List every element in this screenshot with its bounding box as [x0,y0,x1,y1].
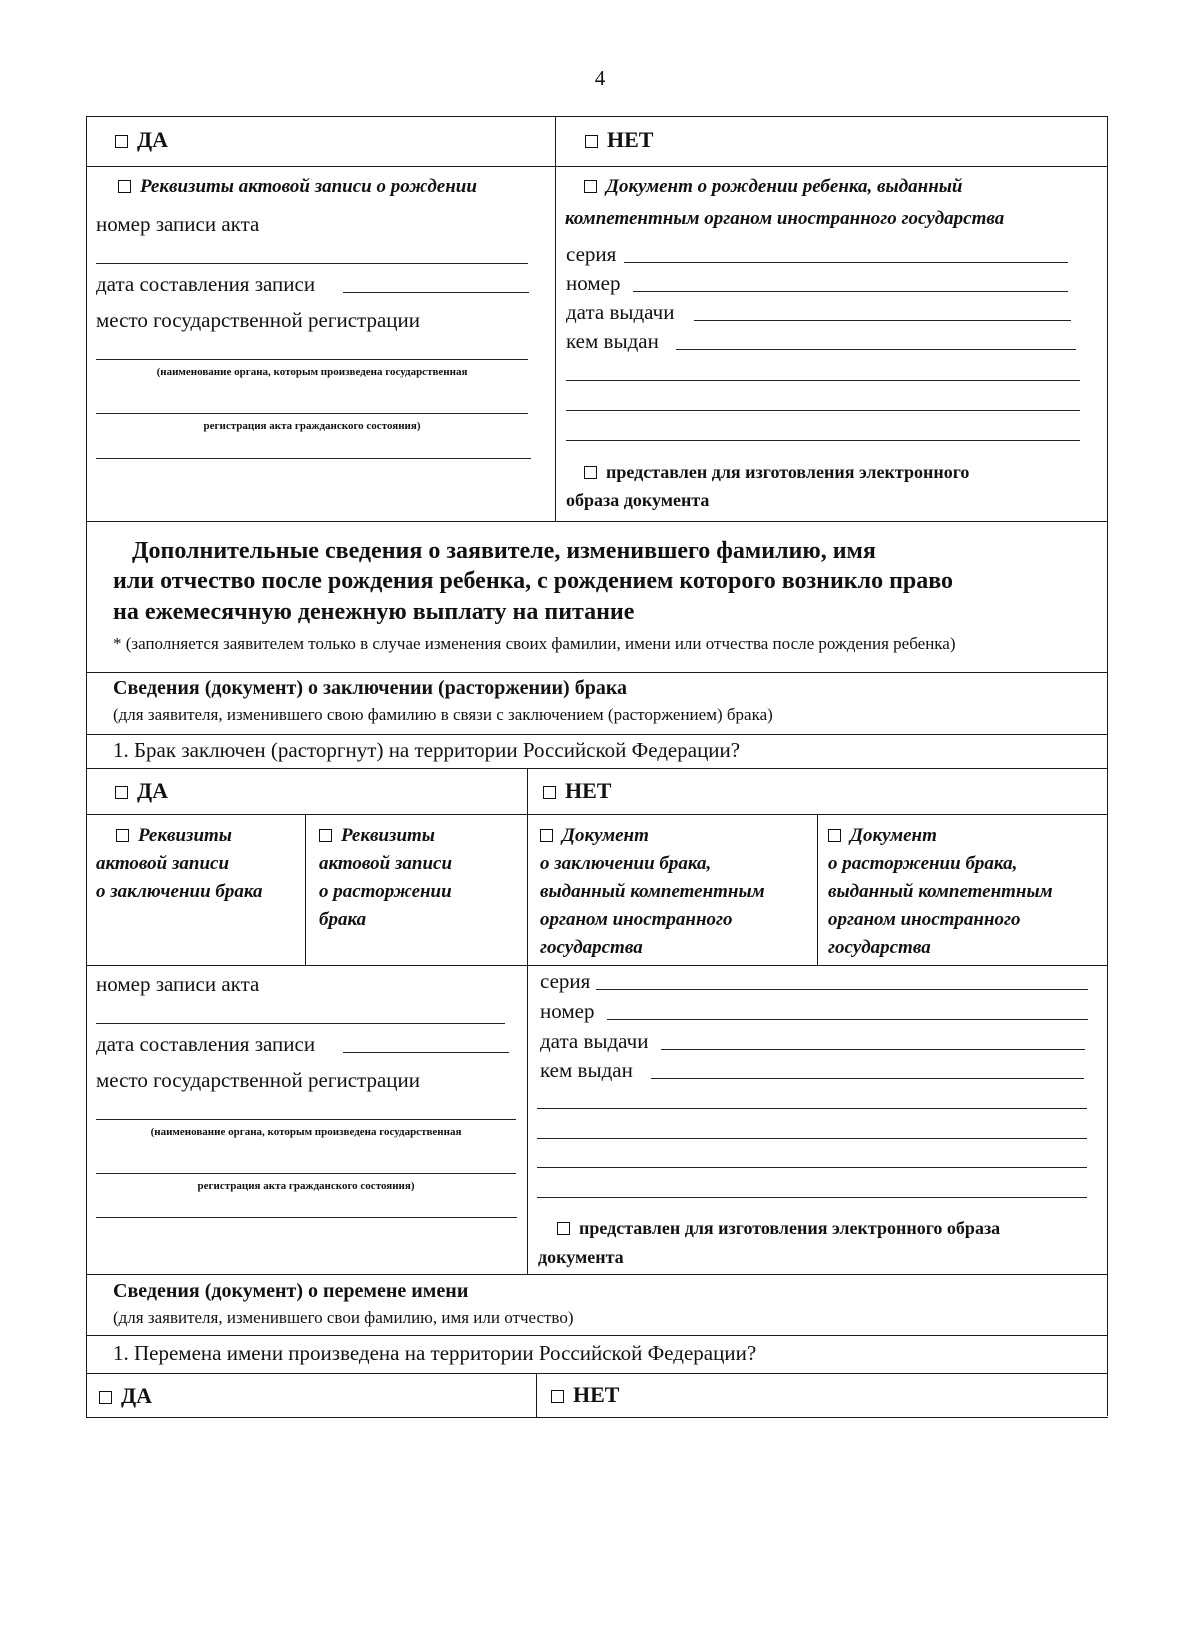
checkbox-icon[interactable] [584,180,597,193]
checkbox-icon[interactable] [585,135,598,148]
marriage-issued-by-field[interactable] [651,1078,1084,1079]
marriage-issued-by-field-3[interactable] [537,1138,1087,1139]
additional-info-heading-2: или отчество после рождения ребенка, с рождением которого возникло право [113,568,954,594]
birth-no-option[interactable] [585,127,653,153]
marriage-place-field-3[interactable] [96,1217,517,1218]
marriage-act-option-line: Реквизиты [138,825,232,846]
marriage-place-field[interactable] [96,1119,516,1120]
marriage-yes-option[interactable] [115,778,168,804]
marriage-act-option-line: актовой записи [96,853,230,874]
marriage-electronic-option[interactable] [557,1218,1000,1239]
checkbox-icon[interactable] [551,1390,564,1403]
divorce-foreign-doc-line: государства [828,937,931,958]
birth-foreign-doc-option[interactable] [584,173,963,201]
marriage-act-option-line: о заключении брака [96,881,263,902]
additional-info-note: * (заполняется заявителем только в случае изменения своих фамилии, имени или отчества после рождения ребенка) [113,634,956,653]
birth-date-label: дата составления записи [96,272,316,296]
marriage-no-option[interactable] [543,778,611,804]
birth-act-option-title: Реквизиты актовой записи о рождении [140,176,477,197]
checkbox-icon[interactable] [115,786,128,799]
marriage-section-subtitle: (для заявителя, изменившего свою фамилию в связи с заключением (расторжением) брака) [113,705,773,724]
checkbox-icon[interactable] [540,829,553,842]
marriage-place-field-2[interactable] [96,1173,516,1174]
name-change-yes-label: ДА [121,1383,153,1408]
birth-issued-by-field-2[interactable] [566,380,1080,381]
birth-series-field[interactable] [624,262,1068,263]
divorce-foreign-doc-option[interactable] [828,822,1103,962]
additional-info-heading-1: Дополнительные сведения о заявителе, изменившего фамилию, имя [132,538,876,564]
checkbox-icon[interactable] [584,466,597,479]
birth-issued-by-field-4[interactable] [566,440,1080,441]
birth-electronic-label-1: представлен для изготовления электронного [606,462,970,482]
marriage-place-label: место государственной регистрации [96,1068,420,1092]
marriage-act-option[interactable] [96,822,301,906]
marriage-foreign-doc-option[interactable] [540,822,815,962]
marriage-number-label: номер [540,999,595,1023]
marriage-foreign-doc-line: Документ [562,825,649,846]
name-change-question: 1. Перемена имени произведена на территории Российской Федерации? [113,1341,757,1365]
checkbox-icon[interactable] [118,180,131,193]
checkbox-icon[interactable] [115,135,128,148]
marriage-date-label: дата составления записи [96,1032,316,1056]
marriage-foreign-doc-line: государства [540,937,643,958]
birth-foreign-doc-title-1: Документ о рождении ребенка, выданный [606,176,963,197]
marriage-question: 1. Брак заключен (расторгнут) на территории Российской Федерации? [113,738,741,762]
name-change-no-option[interactable] [551,1382,619,1408]
birth-place-field[interactable] [96,359,528,360]
marriage-foreign-doc-line: выданный компетентным [540,881,765,902]
marriage-act-number-label: номер записи акта [96,972,260,996]
name-change-yes-option[interactable] [99,1383,152,1409]
birth-issued-by-field[interactable] [676,349,1076,350]
name-change-title: Сведения (документ) о перемене имени [113,1280,469,1302]
birth-issue-date-label: дата выдачи [566,300,675,324]
marriage-place-caption-2: регистрация акта гражданского состояния) [197,1180,415,1192]
birth-electronic-option[interactable] [584,462,969,483]
marriage-series-field[interactable] [596,989,1088,990]
divorce-act-option-line: брака [319,909,367,930]
birth-yes-option[interactable] [115,127,168,153]
name-change-no-label: НЕТ [573,1382,620,1407]
marriage-issue-date-label: дата выдачи [540,1029,649,1053]
birth-issued-by-field-3[interactable] [566,410,1080,411]
marriage-foreign-doc-line: органом иностранного [540,909,733,930]
marriage-section-title: Сведения (документ) о заключении (расторжении) брака [113,677,628,699]
birth-place-field-2[interactable] [96,413,528,414]
marriage-issued-by-field-4[interactable] [537,1167,1087,1168]
birth-place-caption-1: (наименование органа, которым произведена государственная [156,366,468,378]
birth-act-option[interactable] [118,173,477,201]
birth-yes-label: ДА [137,127,169,152]
birth-foreign-doc-title-2: компетентным органом иностранного государства [565,208,1005,229]
checkbox-icon[interactable] [116,829,129,842]
marriage-number-field[interactable] [607,1019,1088,1020]
divorce-act-option-line: о расторжении [319,881,452,902]
additional-info-heading-3: на ежемесячную денежную выплату на питание [113,599,635,625]
marriage-series-label: серия [540,969,591,993]
checkbox-icon[interactable] [319,829,332,842]
marriage-issue-date-field[interactable] [661,1049,1085,1050]
birth-place-caption-2: регистрация акта гражданского состояния) [203,420,421,432]
birth-place-label: место государственной регистрации [96,308,420,332]
divorce-act-option-line: Реквизиты [341,825,435,846]
birth-date-field[interactable] [343,292,529,293]
divorce-foreign-doc-line: Документ [850,825,937,846]
checkbox-icon[interactable] [99,1391,112,1404]
birth-place-field-3[interactable] [96,458,531,459]
marriage-act-number-field[interactable] [96,1023,505,1024]
birth-series-label: серия [566,242,617,266]
checkbox-icon[interactable] [828,829,841,842]
birth-act-number-label: номер записи акта [96,212,260,236]
birth-electronic-label-2: образа документа [566,490,710,510]
marriage-yes-label: ДА [137,778,169,803]
marriage-date-field[interactable] [343,1052,509,1053]
marriage-place-caption-1: (наименование органа, которым произведена государственная [150,1126,462,1138]
birth-number-field[interactable] [633,291,1068,292]
birth-issued-by-label: кем выдан [566,329,659,353]
divorce-foreign-doc-line: органом иностранного [828,909,1021,930]
divorce-foreign-doc-line: выданный компетентным [828,881,1053,902]
checkbox-icon[interactable] [557,1222,570,1235]
birth-no-label: НЕТ [607,127,654,152]
page-number: 4 [594,66,606,90]
divorce-act-option-line: актовой записи [319,853,453,874]
birth-act-number-field[interactable] [96,263,528,264]
marriage-issued-by-field-5[interactable] [537,1197,1087,1198]
marriage-no-label: НЕТ [565,778,612,803]
birth-issue-date-field[interactable] [694,320,1071,321]
divorce-act-option[interactable] [319,822,519,934]
checkbox-icon[interactable] [543,786,556,799]
marriage-issued-by-field-2[interactable] [537,1108,1087,1109]
marriage-issued-by-label: кем выдан [540,1058,633,1082]
divorce-foreign-doc-line: о расторжении брака, [828,853,1018,874]
marriage-foreign-doc-line: о заключении брака, [540,853,712,874]
name-change-subtitle: (для заявителя, изменившего свои фамилию, имя или отчество) [113,1308,574,1327]
birth-number-label: номер [566,271,621,295]
marriage-electronic-label-1: представлен для изготовления электронного образа [579,1218,1001,1238]
marriage-electronic-label-2: документа [538,1247,624,1267]
